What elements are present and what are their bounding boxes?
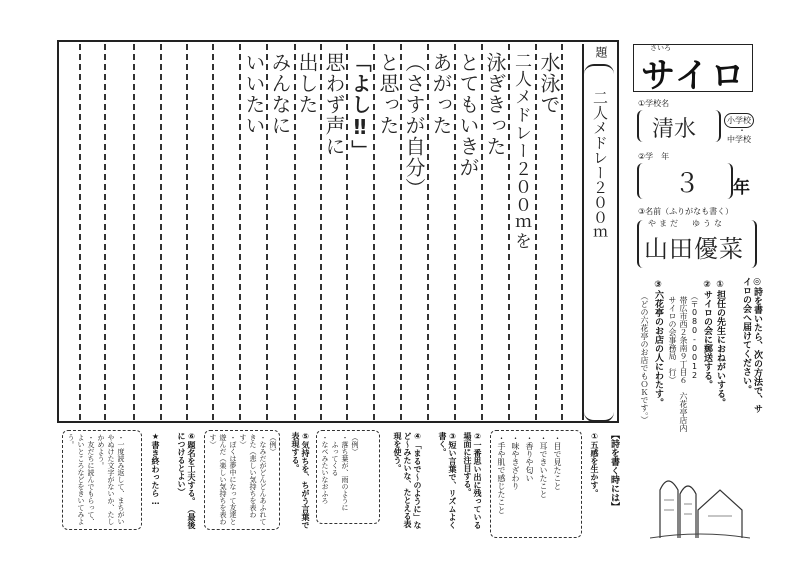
delivery-office: サイロの会事務局 行） (668, 296, 677, 384)
tip-5: ⑤気持ちを、ちがう言葉で表現する。 (291, 432, 310, 529)
grade-unit: 年 (733, 178, 750, 198)
poem-line: 泳ぎきった (483, 52, 507, 157)
delivery-option-3-note: （どの六花亭のお店でもＯＫです。） (640, 292, 649, 424)
logo-ruby: さいろ (650, 44, 671, 52)
grade-value: ３ (674, 169, 701, 199)
tip-1-items: ・目で見たこと ・耳できいたこと ・香りや匂い ・味やきざわり ・手や肌で感じたこと (497, 434, 562, 514)
delivery-address: 帯広市西２条南９丁目６ 六花亭店内 (679, 296, 688, 432)
delivery-option-2: ②サイロの会に郵送する。 (702, 280, 712, 389)
ruling-line (160, 44, 162, 420)
ruling-line (79, 44, 81, 420)
poem-line: 二人メドレー２００ｍを (511, 52, 531, 250)
tip-1: ①五感を生かす。 (590, 432, 599, 497)
ruling-line (133, 44, 135, 420)
ruling-line (508, 44, 510, 420)
logo: サイロ (641, 56, 747, 96)
poem-line: いいたい (242, 52, 266, 136)
grade-label: ②学 年 (638, 152, 670, 161)
name-value: 山田優菜 (644, 235, 744, 263)
title-label: 題 (594, 46, 608, 58)
ruling-line (104, 44, 106, 420)
delivery-option-1: ①担任の先生におねがいする。 (715, 280, 725, 407)
school-type-elementary: 小学校 (724, 113, 754, 128)
school-type-junior: 中学校 (727, 135, 751, 144)
tip-3: ③短い言葉で、リズムよく書く。 (438, 432, 457, 529)
poem-line: 思わず声に (322, 52, 346, 157)
poem-line: みんなに (268, 52, 292, 136)
name-ruby: やまだ ゆうな (648, 219, 725, 228)
ruling-line (561, 44, 563, 420)
ruling-line (373, 44, 375, 420)
poem-line: （さすが自分） (402, 52, 426, 199)
tip-2: ②一番思い出に残っている場面に注目する。 (463, 432, 482, 529)
silo-illustration (650, 460, 750, 540)
tip-4: ④「まるで〜のように」など〜みたいな、たとえる表現を使う。 (393, 432, 422, 529)
poem-line: とてもいきが (456, 52, 480, 178)
poem-line: 「よし‼」 (348, 52, 372, 161)
ruling-line (239, 44, 241, 420)
poem-line: と思った (376, 52, 400, 136)
tip-7: ★書き終わったら… (151, 432, 160, 506)
tip-6: ⑥題名を工夫する。（最後につけるとよい） (177, 432, 196, 529)
ruling-line (212, 44, 214, 420)
delivery-intro: ◎詩を書いたら、次の方法で、サイロの会へ届けてください。 (741, 277, 762, 413)
poem-line: 水泳で (537, 52, 561, 115)
school-type-dot: ・ (738, 126, 746, 135)
school-label: ①学校名 (638, 99, 670, 108)
name-label: ③名前（ふりがなも書く） (638, 207, 734, 216)
tip-7-text: ・一度読み返して、まちがいやぬけた文字がないか、たしかめよう。 ・友だちに読んでもらって、よいところなどをきいてみよう。 (67, 434, 125, 525)
delivery-postcode: （〒080-0012 (690, 292, 699, 380)
school-value: 清水 (652, 117, 697, 142)
poem-title: 二人メドレー２００ｍ (591, 90, 609, 240)
poem-line: 出した (295, 52, 319, 115)
tip-5-example: （例） ・なみだがどんどんあふれてきた（悲しい気持ちを表わす） ・ぼくは夢中になって友達と遊んだ（楽しい気持ちを表わす） (209, 434, 277, 525)
delivery-option-3: ③六花亭のお店の人にわたす。 (653, 280, 663, 407)
tips-heading: 【詩を書く時には】 (609, 430, 619, 511)
tip-4-example: （例） ・落ち葉が、雨のように ふってくる ・なべみたいなおふろ (321, 434, 359, 511)
poem-line: あがった (429, 52, 453, 136)
ruling-line (186, 44, 188, 420)
